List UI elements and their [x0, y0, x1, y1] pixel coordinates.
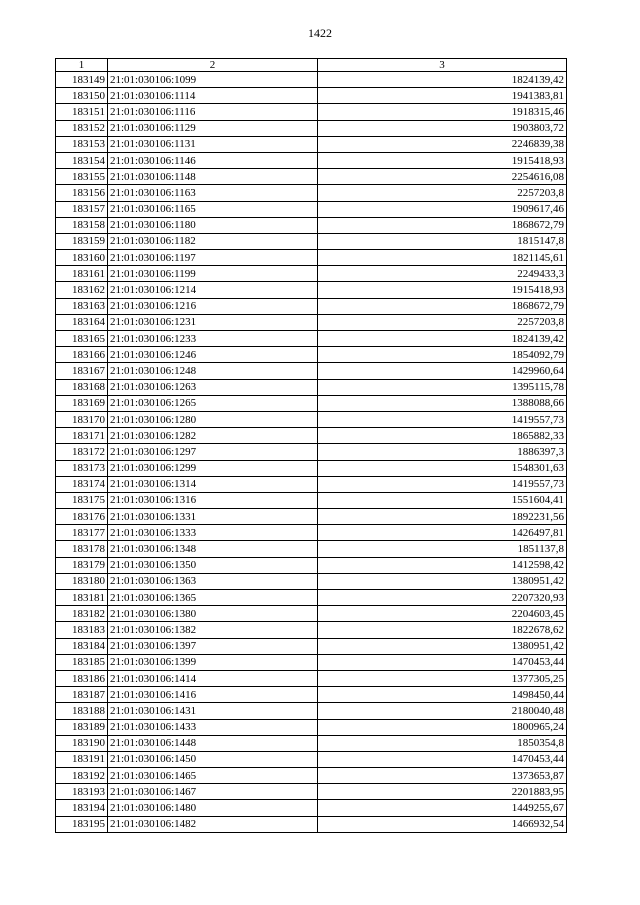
row-id-cell: 183154: [56, 152, 108, 168]
value-cell: 1373653,87: [318, 768, 567, 784]
column-header-3: 3: [318, 59, 567, 72]
table-row: [56, 411, 567, 427]
header-row: [56, 59, 567, 72]
cadastral-number-cell: 21:01:030106:1482: [108, 816, 318, 832]
value-cell: 1395115,78: [318, 379, 567, 395]
table-row: [56, 201, 567, 217]
table-row: [56, 169, 567, 185]
cadastral-number-cell: 21:01:030106:1265: [108, 395, 318, 411]
cadastral-number-cell: 21:01:030106:1414: [108, 670, 318, 686]
cadastral-number-cell: 21:01:030106:1297: [108, 444, 318, 460]
cadastral-number-cell: 21:01:030106:1465: [108, 768, 318, 784]
row-id-cell: 183176: [56, 509, 108, 525]
row-id-cell: 183187: [56, 687, 108, 703]
table-row: [56, 622, 567, 638]
row-id-cell: 183177: [56, 525, 108, 541]
table-row: [56, 509, 567, 525]
row-id-cell: 183182: [56, 606, 108, 622]
value-cell: 1551604,41: [318, 492, 567, 508]
value-cell: 1868672,79: [318, 298, 567, 314]
row-id-cell: 183155: [56, 169, 108, 185]
row-id-cell: 183161: [56, 266, 108, 282]
table-row: [56, 379, 567, 395]
cadastral-number-cell: 21:01:030106:1316: [108, 492, 318, 508]
cadastral-number-cell: 21:01:030106:1314: [108, 476, 318, 492]
row-id-cell: 183189: [56, 719, 108, 735]
value-cell: 1850354,8: [318, 735, 567, 751]
row-id-cell: 183150: [56, 88, 108, 104]
row-id-cell: 183178: [56, 541, 108, 557]
cadastral-number-cell: 21:01:030106:1165: [108, 201, 318, 217]
cadastral-number-cell: 21:01:030106:1248: [108, 363, 318, 379]
row-id-cell: 183195: [56, 816, 108, 832]
cadastral-number-cell: 21:01:030106:1148: [108, 169, 318, 185]
row-id-cell: 183164: [56, 314, 108, 330]
table-row: [56, 136, 567, 152]
table-body: [56, 72, 567, 833]
value-cell: 1449255,67: [318, 800, 567, 816]
value-cell: 1886397,3: [318, 444, 567, 460]
table-row: [56, 282, 567, 298]
value-cell: 1419557,73: [318, 411, 567, 427]
table-row: [56, 751, 567, 767]
table-row: [56, 347, 567, 363]
row-id-cell: 183171: [56, 428, 108, 444]
value-cell: 1851137,8: [318, 541, 567, 557]
row-id-cell: 183192: [56, 768, 108, 784]
value-cell: 1466932,54: [318, 816, 567, 832]
cadastral-number-cell: 21:01:030106:1467: [108, 784, 318, 800]
row-id-cell: 183169: [56, 395, 108, 411]
cadastral-number-cell: 21:01:030106:1448: [108, 735, 318, 751]
row-id-cell: 183175: [56, 492, 108, 508]
row-id-cell: 183188: [56, 703, 108, 719]
cadastral-number-cell: 21:01:030106:1350: [108, 557, 318, 573]
value-cell: 1470453,44: [318, 654, 567, 670]
table-row: [56, 525, 567, 541]
cadastral-number-cell: 21:01:030106:1380: [108, 606, 318, 622]
value-cell: 2180040,48: [318, 703, 567, 719]
cadastral-number-cell: 21:01:030106:1246: [108, 347, 318, 363]
cadastral-number-cell: 21:01:030106:1363: [108, 573, 318, 589]
cadastral-number-cell: 21:01:030106:1333: [108, 525, 318, 541]
row-id-cell: 183158: [56, 217, 108, 233]
column-header-1: 1: [56, 59, 108, 72]
table-row: [56, 816, 567, 832]
table-row: [56, 492, 567, 508]
value-cell: 1909617,46: [318, 201, 567, 217]
row-id-cell: 183166: [56, 347, 108, 363]
value-cell: 1380951,42: [318, 638, 567, 654]
value-cell: 1426497,81: [318, 525, 567, 541]
table-row: [56, 298, 567, 314]
value-cell: 1903803,72: [318, 120, 567, 136]
table-row: [56, 768, 567, 784]
cadastral-number-cell: 21:01:030106:1348: [108, 541, 318, 557]
row-id-cell: 183160: [56, 250, 108, 266]
cadastral-number-cell: 21:01:030106:1099: [108, 72, 318, 88]
table-row: [56, 557, 567, 573]
cadastral-number-cell: 21:01:030106:1365: [108, 590, 318, 606]
cadastral-number-cell: 21:01:030106:1163: [108, 185, 318, 201]
cadastral-number-cell: 21:01:030106:1416: [108, 687, 318, 703]
table-row: [56, 687, 567, 703]
table-row: [56, 428, 567, 444]
cadastral-number-cell: 21:01:030106:1116: [108, 104, 318, 120]
value-cell: 1815147,8: [318, 233, 567, 249]
value-cell: 2254616,08: [318, 169, 567, 185]
row-id-cell: 183179: [56, 557, 108, 573]
table-row: [56, 541, 567, 557]
value-cell: 2257203,8: [318, 185, 567, 201]
table-row: [56, 703, 567, 719]
row-id-cell: 183194: [56, 800, 108, 816]
row-id-cell: 183165: [56, 331, 108, 347]
cadastral-number-cell: 21:01:030106:1231: [108, 314, 318, 330]
table-row: [56, 314, 567, 330]
cadastral-number-cell: 21:01:030106:1199: [108, 266, 318, 282]
table-row: [56, 638, 567, 654]
value-cell: 1548301,63: [318, 460, 567, 476]
value-cell: 2204603,45: [318, 606, 567, 622]
value-cell: 1498450,44: [318, 687, 567, 703]
row-id-cell: 183185: [56, 654, 108, 670]
value-cell: 1865882,33: [318, 428, 567, 444]
table-row: [56, 104, 567, 120]
row-id-cell: 183157: [56, 201, 108, 217]
table-row: [56, 444, 567, 460]
row-id-cell: 183172: [56, 444, 108, 460]
table-row: [56, 800, 567, 816]
table-row: [56, 590, 567, 606]
table-row: [56, 654, 567, 670]
cadastral-number-cell: 21:01:030106:1480: [108, 800, 318, 816]
value-cell: 1470453,44: [318, 751, 567, 767]
value-cell: 1854092,79: [318, 347, 567, 363]
cadastral-number-cell: 21:01:030106:1214: [108, 282, 318, 298]
page-number: 1422: [308, 26, 332, 40]
row-id-cell: 183180: [56, 573, 108, 589]
row-id-cell: 183181: [56, 590, 108, 606]
table-row: [56, 72, 567, 88]
value-cell: 1918315,46: [318, 104, 567, 120]
cadastral-number-cell: 21:01:030106:1182: [108, 233, 318, 249]
cadastral-number-cell: 21:01:030106:1131: [108, 136, 318, 152]
table-row: [56, 460, 567, 476]
cadastral-number-cell: 21:01:030106:1129: [108, 120, 318, 136]
value-cell: 2201883,95: [318, 784, 567, 800]
value-cell: 1915418,93: [318, 282, 567, 298]
table-row: [56, 606, 567, 622]
value-cell: 1915418,93: [318, 152, 567, 168]
column-header-2: 2: [108, 59, 318, 72]
data-table: [55, 58, 567, 833]
value-cell: 2257203,8: [318, 314, 567, 330]
row-id-cell: 183167: [56, 363, 108, 379]
row-id-cell: 183191: [56, 751, 108, 767]
value-cell: 1892231,56: [318, 509, 567, 525]
cadastral-number-cell: 21:01:030106:1280: [108, 411, 318, 427]
row-id-cell: 183174: [56, 476, 108, 492]
cadastral-number-cell: 21:01:030106:1233: [108, 331, 318, 347]
row-id-cell: 183170: [56, 411, 108, 427]
value-cell: 1821145,61: [318, 250, 567, 266]
table-row: [56, 266, 567, 282]
cadastral-number-cell: 21:01:030106:1331: [108, 509, 318, 525]
row-id-cell: 183163: [56, 298, 108, 314]
value-cell: 2249433,3: [318, 266, 567, 282]
table-row: [56, 573, 567, 589]
table-row: [56, 120, 567, 136]
cadastral-number-cell: 21:01:030106:1114: [108, 88, 318, 104]
value-cell: 1429960,64: [318, 363, 567, 379]
value-cell: 1412598,42: [318, 557, 567, 573]
table-row: [56, 88, 567, 104]
cadastral-number-cell: 21:01:030106:1282: [108, 428, 318, 444]
value-cell: 2246839,38: [318, 136, 567, 152]
cadastral-number-cell: 21:01:030106:1216: [108, 298, 318, 314]
value-cell: 1824139,42: [318, 72, 567, 88]
value-cell: 1380951,42: [318, 573, 567, 589]
value-cell: 1868672,79: [318, 217, 567, 233]
cadastral-number-cell: 21:01:030106:1397: [108, 638, 318, 654]
cadastral-number-cell: 21:01:030106:1146: [108, 152, 318, 168]
table-row: [56, 152, 567, 168]
row-id-cell: 183149: [56, 72, 108, 88]
cadastral-number-cell: 21:01:030106:1399: [108, 654, 318, 670]
row-id-cell: 183173: [56, 460, 108, 476]
cadastral-number-cell: 21:01:030106:1433: [108, 719, 318, 735]
cadastral-number-cell: 21:01:030106:1180: [108, 217, 318, 233]
table-row: [56, 217, 567, 233]
row-id-cell: 183184: [56, 638, 108, 654]
row-id-cell: 183193: [56, 784, 108, 800]
cadastral-number-cell: 21:01:030106:1382: [108, 622, 318, 638]
table-row: [56, 476, 567, 492]
row-id-cell: 183186: [56, 670, 108, 686]
row-id-cell: 183151: [56, 104, 108, 120]
row-id-cell: 183183: [56, 622, 108, 638]
table-row: [56, 735, 567, 751]
cadastral-number-cell: 21:01:030106:1450: [108, 751, 318, 767]
table-row: [56, 363, 567, 379]
table-header: [56, 59, 567, 72]
value-cell: 1419557,73: [318, 476, 567, 492]
value-cell: 1377305,25: [318, 670, 567, 686]
value-cell: 1388088,66: [318, 395, 567, 411]
cadastral-number-cell: 21:01:030106:1299: [108, 460, 318, 476]
cadastral-number-cell: 21:01:030106:1263: [108, 379, 318, 395]
row-id-cell: 183152: [56, 120, 108, 136]
table-row: [56, 784, 567, 800]
value-cell: 1941383,81: [318, 88, 567, 104]
row-id-cell: 183156: [56, 185, 108, 201]
row-id-cell: 183168: [56, 379, 108, 395]
row-id-cell: 183162: [56, 282, 108, 298]
table-row: [56, 250, 567, 266]
row-id-cell: 183159: [56, 233, 108, 249]
table-row: [56, 395, 567, 411]
row-id-cell: 183153: [56, 136, 108, 152]
table-row: [56, 185, 567, 201]
table-row: [56, 719, 567, 735]
value-cell: 1800965,24: [318, 719, 567, 735]
cadastral-number-cell: 21:01:030106:1431: [108, 703, 318, 719]
cadastral-number-cell: 21:01:030106:1197: [108, 250, 318, 266]
table-row: [56, 233, 567, 249]
value-cell: 2207320,93: [318, 590, 567, 606]
table-row: [56, 670, 567, 686]
value-cell: 1822678,62: [318, 622, 567, 638]
row-id-cell: 183190: [56, 735, 108, 751]
table-row: [56, 331, 567, 347]
value-cell: 1824139,42: [318, 331, 567, 347]
